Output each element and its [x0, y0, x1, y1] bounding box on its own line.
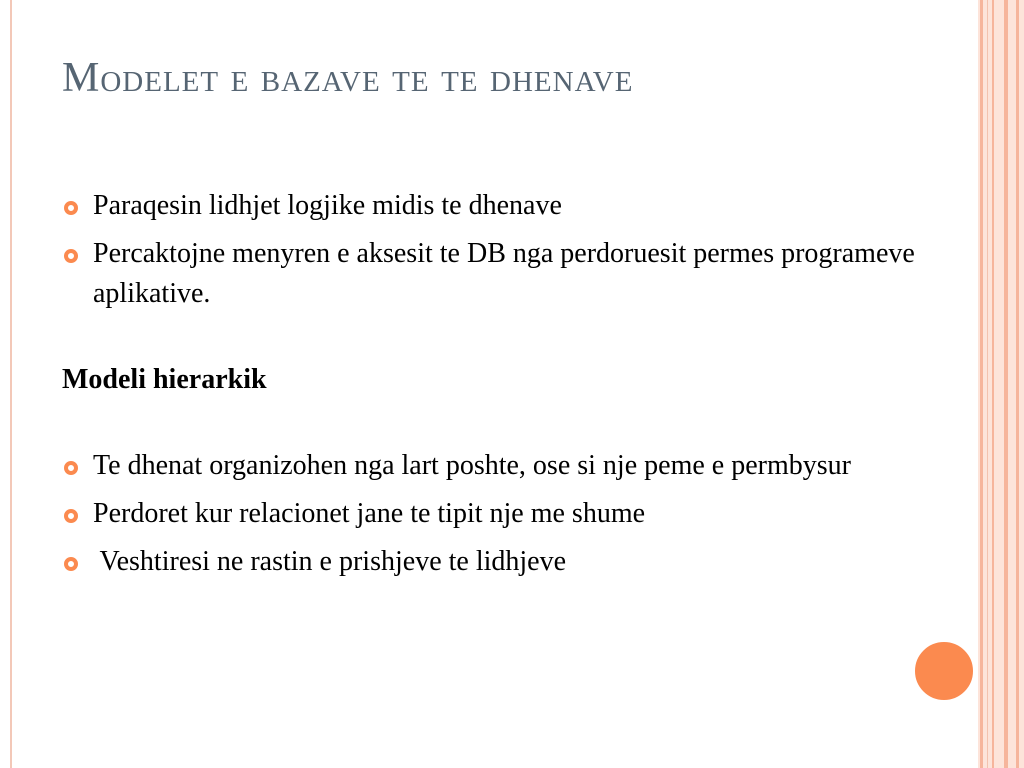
bullet-item	[62, 446, 942, 486]
right-stripe	[987, 0, 988, 768]
hollow-circle-bullet-icon	[64, 557, 78, 571]
bullet-text: Veshtiresi ne rastin e prishjeve te lidhjeve	[93, 546, 567, 577]
left-border-line	[10, 0, 12, 768]
bullet-item	[62, 234, 942, 314]
slide-body	[62, 186, 942, 582]
bullet-text: Paraqesin lidhjet logjike midis te dhenave	[93, 190, 562, 221]
hollow-circle-bullet-icon	[64, 509, 78, 523]
right-stripe	[1016, 0, 1019, 768]
slide-title: Modelet e bazave te te dhenave	[62, 55, 634, 101]
bullet-text: Te dhenat organizohen nga lart poshte, ose si nje peme e permbysur	[93, 450, 851, 481]
bullet-item	[62, 494, 942, 534]
bullet-text: Perdoret kur relacionet jane te tipit nje me shume	[93, 498, 646, 529]
hollow-circle-bullet-icon	[64, 249, 78, 263]
right-stripe	[1004, 0, 1008, 768]
hollow-circle-bullet-icon	[64, 461, 78, 475]
bullet-item	[62, 542, 942, 582]
bullet-text: Percaktojne menyren e aksesit te DB nga perdoruesit permes programeve aplikative.	[93, 238, 915, 309]
orange-circle-icon	[913, 640, 975, 702]
right-stripe	[980, 0, 983, 768]
right-stripe	[992, 0, 994, 768]
bullet-item	[62, 186, 942, 226]
hollow-circle-bullet-icon	[64, 201, 78, 215]
section-heading: Modeli hierarkik	[62, 364, 267, 395]
